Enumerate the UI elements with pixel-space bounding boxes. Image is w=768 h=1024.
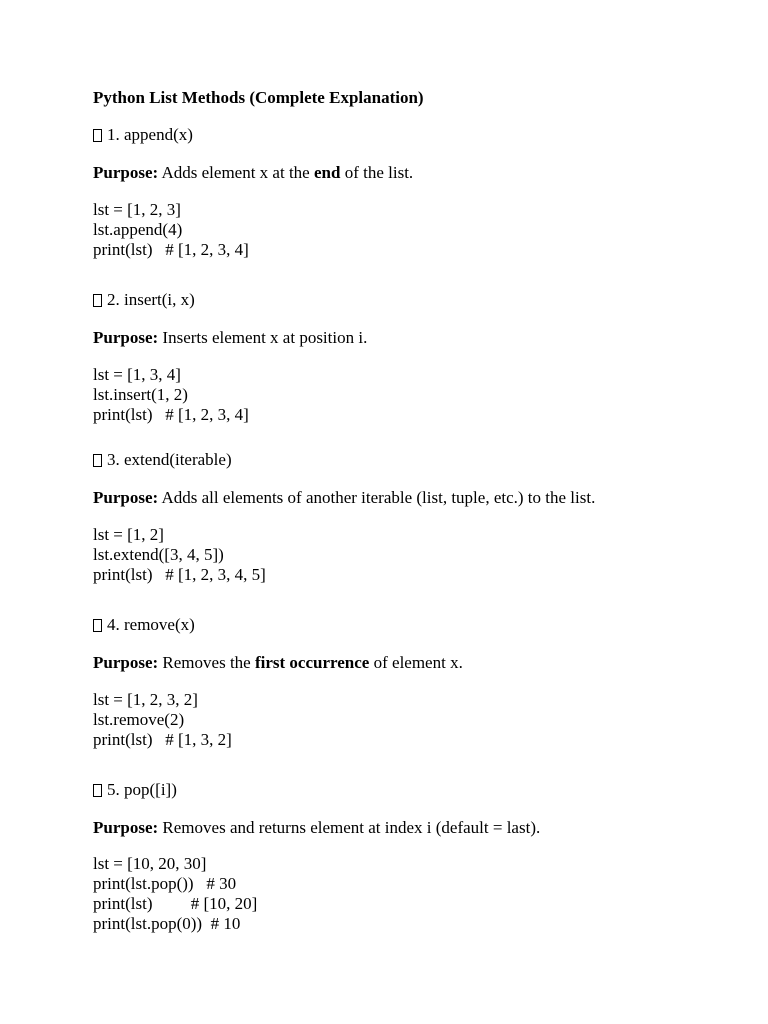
purpose-text: Removes the (158, 653, 255, 672)
code-line: lst.append(4) (93, 220, 183, 239)
code-line: print(lst) # [10, 20] (93, 894, 258, 913)
purpose-emphasis: end (313, 163, 341, 182)
purpose-label: Purpose: (93, 488, 159, 507)
checkbox-glyph-icon (93, 784, 102, 797)
purpose-text: Adds element x at the (158, 163, 314, 182)
purpose-text: of element x. (369, 653, 463, 672)
code-line: lst.remove(2) (93, 710, 185, 729)
code-line: print(lst.pop()) # 30 (93, 874, 237, 893)
section-heading (93, 125, 193, 145)
code-line: lst = [1, 3, 4] (93, 365, 181, 384)
code-line: lst = [10, 20, 30] (93, 854, 207, 873)
purpose-line (93, 163, 413, 183)
section-heading-text: 4. remove(x) (107, 615, 195, 634)
checkbox-glyph-icon (93, 454, 102, 467)
purpose-line (93, 653, 463, 673)
purpose-line (93, 328, 367, 348)
checkbox-glyph-icon (93, 129, 102, 142)
code-line: lst = [1, 2, 3] (93, 200, 181, 219)
code-line: print(lst) # [1, 2, 3, 4] (93, 240, 249, 259)
document-title: Python List Methods (Complete Explanation) (93, 88, 424, 107)
purpose-label: Purpose: (93, 328, 159, 347)
section-heading (93, 290, 195, 310)
purpose-text: Inserts element x at position i. (158, 328, 368, 347)
code-line: lst.insert(1, 2) (93, 385, 188, 404)
purpose-label: Purpose: (93, 818, 159, 837)
purpose-emphasis: first occurrence (254, 653, 370, 672)
section-heading (93, 450, 232, 470)
section-heading-text: 2. insert(i, x) (107, 290, 195, 309)
section-heading (93, 780, 177, 800)
purpose-text: Adds all elements of another iterable (list, tuple, etc.) to the list. (158, 488, 596, 507)
purpose-text: of the list. (340, 163, 414, 182)
purpose-line (93, 818, 540, 838)
checkbox-glyph-icon (93, 619, 102, 632)
section-heading (93, 615, 195, 635)
purpose-line (93, 488, 595, 508)
purpose-label: Purpose: (93, 653, 159, 672)
code-line: print(lst) # [1, 3, 2] (93, 730, 232, 749)
code-line: lst = [1, 2] (93, 525, 164, 544)
code-line: lst = [1, 2, 3, 2] (93, 690, 198, 709)
section-heading-text: 3. extend(iterable) (107, 450, 232, 469)
code-line: print(lst.pop(0)) # 10 (93, 914, 241, 933)
checkbox-glyph-icon (93, 294, 102, 307)
purpose-label: Purpose: (93, 163, 159, 182)
section-heading-text: 1. append(x) (107, 125, 193, 144)
code-line: print(lst) # [1, 2, 3, 4, 5] (93, 565, 266, 584)
purpose-text: Removes and returns element at index i (default = last). (158, 818, 541, 837)
code-line: print(lst) # [1, 2, 3, 4] (93, 405, 249, 424)
section-heading-text: 5. pop([i]) (107, 780, 177, 799)
code-line: lst.extend([3, 4, 5]) (93, 545, 224, 564)
